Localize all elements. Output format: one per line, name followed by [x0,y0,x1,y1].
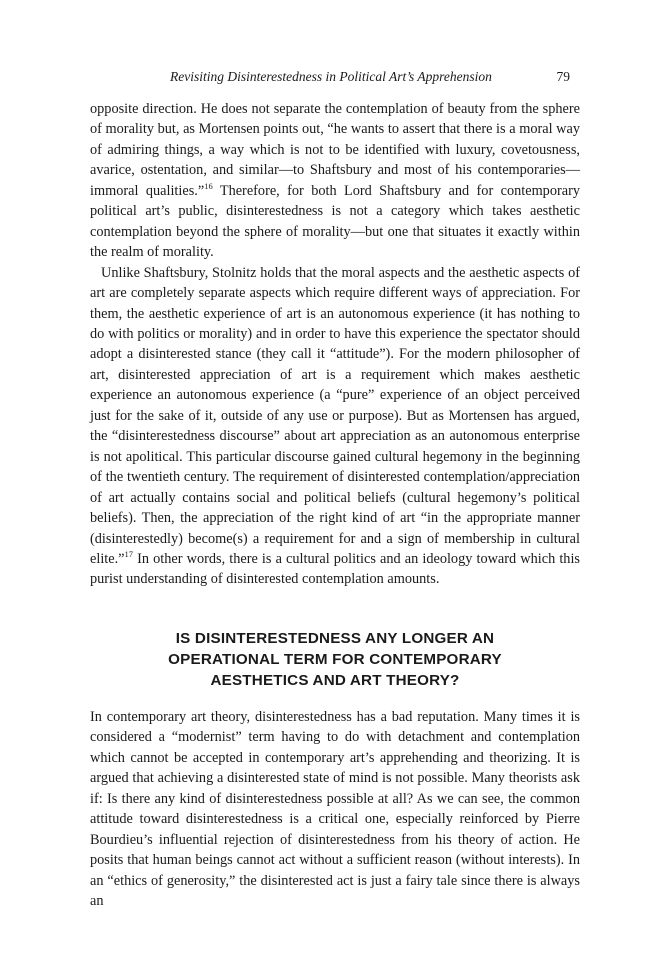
paragraph-1 [90,99,580,263]
section-heading [90,628,580,691]
body-text-upper [90,99,580,590]
body-text-lower [90,707,580,912]
section-heading-line-3: AESTHETICS AND ART THEORY? [210,672,460,689]
paragraph-2-text-continued: In other words, there is a cultural politics and an ideology toward which this purist understanding of disinterested contemplation amounts. [90,550,580,588]
paragraph-2 [90,263,580,590]
paragraph-1-text: opposite direction. He does not separate the contemplation of beauty from the sphere of morality but, as Mortensen points out, “he wants to assert that there is a moral way of admiring things, a way which is not to be identified with luxury, covetousness, avarice, ostentation, and similar—to Shaftsbury and most of his contemporaries—immoral qualities.” [90,101,580,199]
footnote-ref-16[interactable]: 16 [204,181,213,192]
paragraph-1-text-continued: Therefore, for both Lord Shaftsbury and for contemporary political art’s public, disinterestedness is not a category which takes aesthetic contemplation beyond the sphere of morality—but one that situates it exactly within the realm of morality. [90,182,580,261]
section-heading-line-2: OPERATIONAL TERM FOR CONTEMPORARY [168,651,502,668]
running-title: Revisiting Disinterestedness in Political Art’s Apprehension [170,69,492,84]
page-number: 79 [556,69,570,84]
footnote-ref-17[interactable]: 17 [124,549,134,560]
paragraph-3: In contemporary art theory, disinterestedness has a bad reputation. Many times it is considered a “modernist” term having to do with detachment and contemplation which cannot be accepted in contemporary art’s apprehending and theorizing. It is argued that achieving a disinterested state of mind is not possible. Many theorists ask if: Is there any kind of disinterestedness possible at all? As we can see, the common attitude toward disinterestedness is a critical one, especially reinforced by Pierre Bourdieu’s influential rejection of disinterestedness from his theory of action. He posits that human beings cannot act without a sufficient reason (without interests). In an “ethics of generosity,” the disinterested act is just a fairy tale since there is always an [90,709,580,910]
paragraph-2-text: Unlike Shaftsbury, Stolnitz holds that the moral aspects and the aesthetic aspects of art are completely separate aspects which require different ways of appreciation. For them, the aesthetic experience of art is an autonomous experience (it has nothing to do with politics or morality) and in order to have this experience the spectator should adopt a disinterested stance (they call it “attitude”). For the modern philosopher of art, disinterested appreciation of art is a requirement which makes aesthetic experience an autonomous experience (a “pure” experience of an object perceived just for the sake of it, outside of any use or purpose). But as Mortensen has argued, the “disinterestedness discourse” about art appreciation as an autonomous enterprise is not apolitical. This particular discourse gained cultural hegemony in the beginning of the twentieth century. The requirement of disinterested contemplation/appreciation of art actually contains social and political beliefs (cultural hegemony’s political beliefs). Then, the appreciation of the right kind of art “in the appropriate manner (disinterestedly) become(s) a requirement for and a sign of membership in cultural elite.” [90,264,580,567]
section-heading-line-1: IS DISINTERESTEDNESS ANY LONGER AN [175,630,495,647]
